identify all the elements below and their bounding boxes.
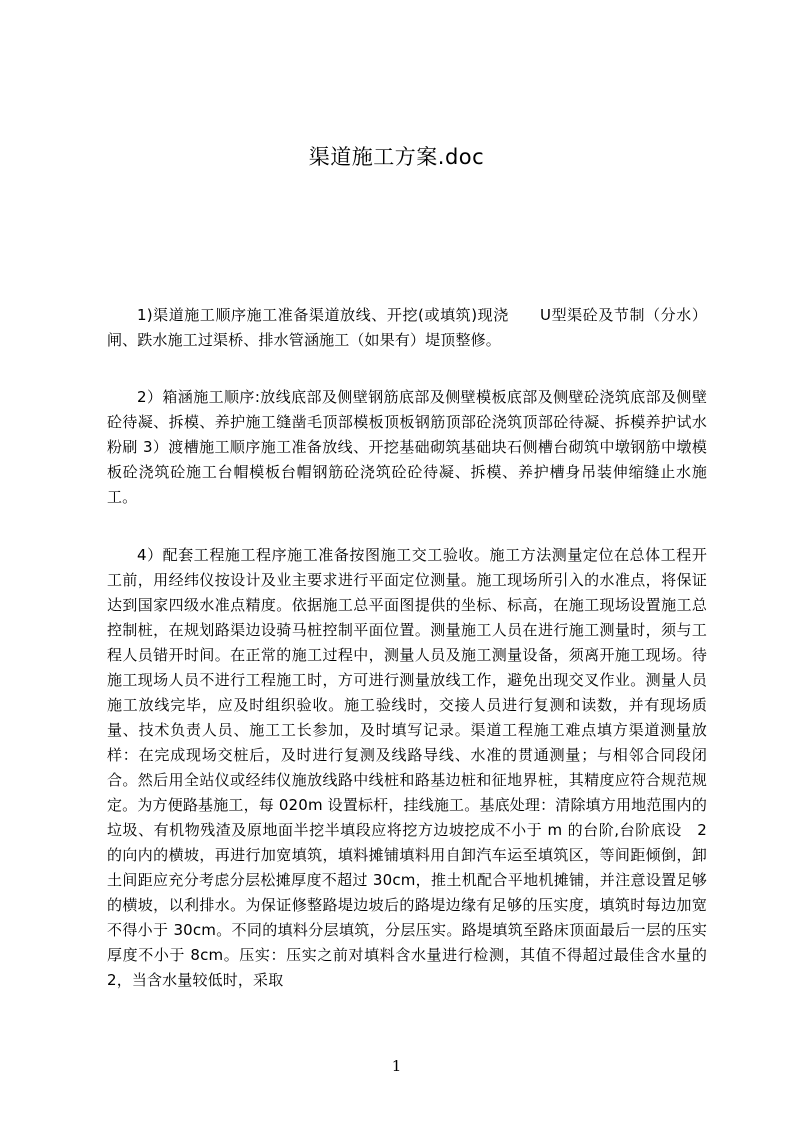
page-number: 1 [391, 1057, 402, 1075]
paragraph-canal-construction-sequence: 1)渠道施工顺序施工准备渠道放线、开挖(或填筑)现浇 U型渠砼及节制（分水）闸、跌水施工过渠桥、排水管涵施工（如果有）堤顶整修。 [107, 306, 707, 349]
paragraph-box-culvert-aqueduct-sequence: 2）箱涵施工顺序:放线底部及侧壁钢筋底部及侧壁模板底部及侧壁砼浇筑底部及侧壁砼待凝、拆模、养护施工缝凿毛顶部模板顶板钢筋顶部砼浇筑顶部砼待凝、拆模养护试水粉刷 3）渡槽施工顺序施工准备放线、开挖基础砌筑基础块石侧槽台砌筑中墩钢筋中墩模板砼浇筑砼施工台帽模板台帽钢筋砼浇筑砼砼待凝、拆模、养护槽身吊装伸缩缝止水施工。 [107, 388, 707, 506]
document-title: 渠道施工方案.doc [308, 145, 485, 169]
paragraph-supporting-works-methods: 4）配套工程施工程序施工准备按图施工交工验收。施工方法测量定位在总体工程开工前，用经纬仪按设计及业主要求进行平面定位测量。施工现场所引入的水准点，将保证达到国家四级水准点精度。依据施工总平面图提供的坐标、标高，在施工现场设置施工总控制桩，在规划路渠边设骑马桩控制平面位置。测量施工人员在进行施工测量时，须与工程人员错开时间。在正常的施工过程中，测量人员及施工测量设备，须离开施工现场。待施工现场人员不进行工程施工时，方可进行测量放线工作，避免出现交叉作业。测量人员施工放线完毕，应及时组织验收。施工验线时，交接人员进行复测和读数，并有现场质量、技术负责人员、施工工长参加，及时填写记录。渠道工程施工难点填方渠道测量放样：在完成现场交桩后，及时进行复测及线路导线、水准的贯通测量；与相邻合同段闭合。然后用全站仪或经纬仪施放线路中线桩和路基边桩和征地界桩，其精度应符合规范规定。为方便路基施工，每 020m 设置标杆，挂线施工。基底处理：清除填方用地范围内的垃圾、有机物残渣及原地面半挖半填段应将挖方边坡挖成不小于 m 的台阶,台阶底设 2 的向内的横坡，再进行加宽填筑，填料摊铺填料用自卸汽车运至填筑区，等间距倾倒，卸土间距应充分考虑分层松摊厚度不超过 30cm，推土机配合平地机摊铺，并注意设置足够的横坡，以利排水。为保证修整路堤边坡后的路堤边缘有足够的压实度，填筑时每边加宽不得小于 30cm。不同的填料分层填筑，分层压实。路堤填筑至路床顶面最后一层的压实厚度不小于 8cm。压实：压实之前对填料含水量进行检测，其值不得超过最佳含水量的 2，当含水量较低时，采取 [107, 546, 707, 989]
